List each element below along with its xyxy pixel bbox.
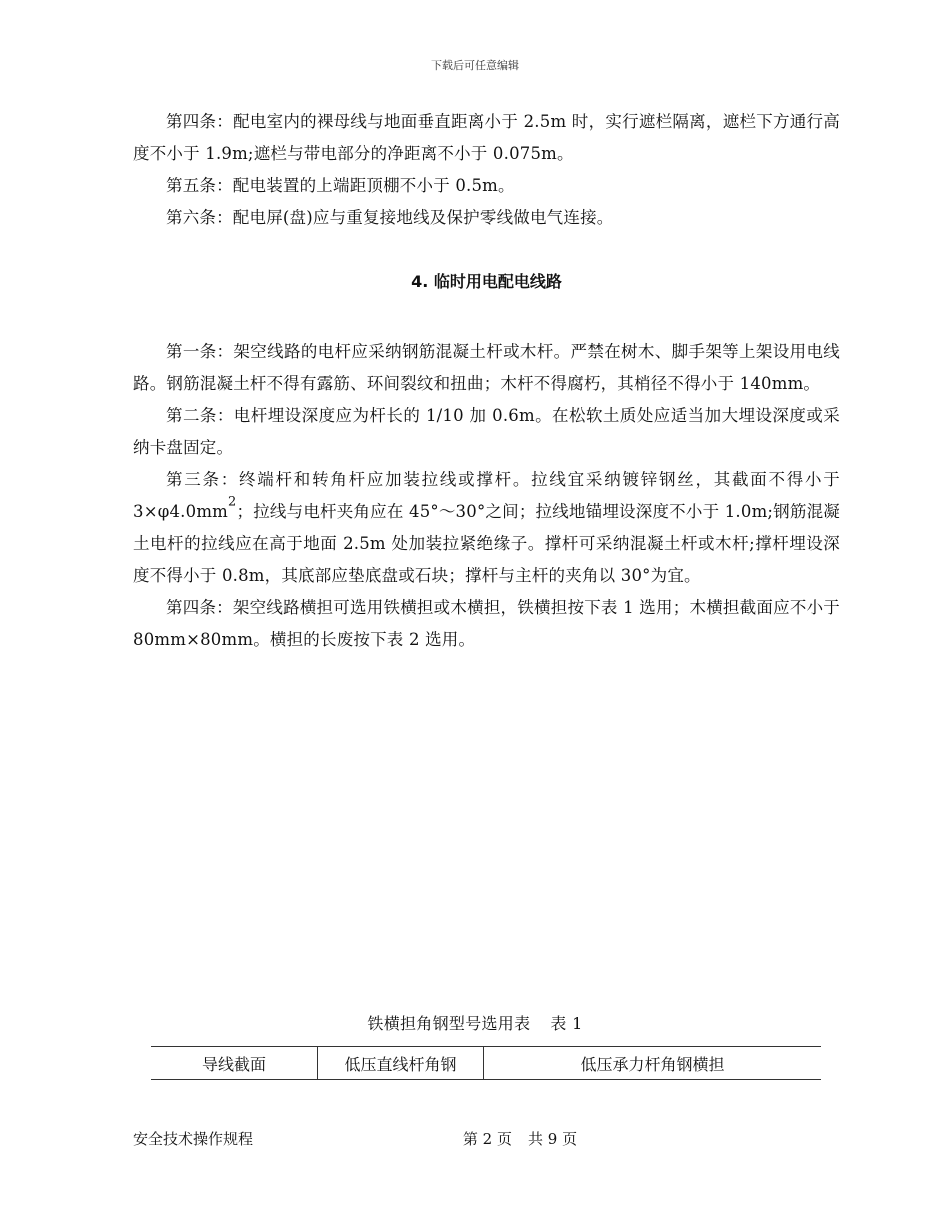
paragraph-article-4-distribution-room: 第四条：配电室内的裸母线与地面垂直距离小于 2.5m 时，实行遮栏隔离，遮栏下方通行高度不小于 1.9m;遮栏与带电部分的净距离不小于 0.075m。 [133, 112, 840, 163]
header-tension-pole-angle-crossarm: 低压承力杆角钢横担 [484, 1047, 822, 1080]
paragraph-article-2-burial-depth: 第二条：电杆埋设深度应为杆长的 1/10 加 0.6m。在松软土质处应适当加大埋设深度或采纳卡盘固定。 [133, 406, 840, 457]
paragraph-article-6-grounding: 第六条：配电屏(盘)应与重复接地线及保护零线做电气连接。 [166, 208, 614, 227]
header-note: 下载后可任意编辑 [431, 59, 519, 72]
article-3-text-part-2: ；拉线与电杆夹角应在 45°～30°之间；拉线地锚埋设深度不小于 1.0m;钢筋混凝土电杆的拉线应在高于地面 2.5m 处加装拉紧绝缘子。撑杆可采纳混凝土杆或木杆;撑杆埋设深度不得小于 0.8m，其底部应垫底盘或石块；撑杆与主杆的夹角以 30°为宜。 [133, 502, 840, 585]
article-3-text-part-1: 第三条：终端杆和转角杆应加装拉线或撑杆。拉线宜采纳镀锌钢丝，其截面不得小于 3×φ4.0mm [133, 470, 840, 521]
footer-page-info [0, 1128, 950, 1149]
header-straight-pole-angle-steel: 低压直线杆角钢 [318, 1047, 484, 1080]
superscript-squared: 2 [228, 494, 237, 510]
crossarm-steel-table [151, 1046, 821, 1080]
table-caption-number: 表 1 [550, 1014, 583, 1033]
footer-page-number: 第 2 页 [462, 1130, 512, 1148]
paragraph-article-4-crossarms: 第四条：架空线路横担可选用铁横担或木横担，铁横担按下表 1 选用；木横担截面应不小于 80mm×80mm。横担的长废按下表 2 选用。 [133, 598, 840, 649]
paragraph-article-3-stay-wires [133, 464, 840, 592]
paragraph-article-5-ceiling-distance: 第五条：配电装置的上端距顶棚不小于 0.5m。 [166, 176, 515, 195]
header-conductor-section: 导线截面 [151, 1047, 318, 1080]
table-header-row [151, 1047, 821, 1080]
footer-total-pages: 共 9 页 [528, 1130, 578, 1148]
document-body [133, 106, 840, 656]
table-caption-title: 铁横担角钢型号选用表 [367, 1014, 531, 1033]
footer-doc-title: 安全技术操作规程 [133, 1130, 254, 1148]
paragraph-article-1-poles: 第一条：架空线路的电杆应采纳钢筋混凝土杆或木杆。严禁在树木、脚手架等上架设用电线路。钢筋混凝土杆不得有露筋、环间裂纹和扭曲；木杆不得腐朽，其梢径不得小于 140mm。 [133, 342, 840, 393]
section-title: 4. 临时用电配电线路 [411, 272, 562, 291]
table-caption [0, 1012, 950, 1036]
